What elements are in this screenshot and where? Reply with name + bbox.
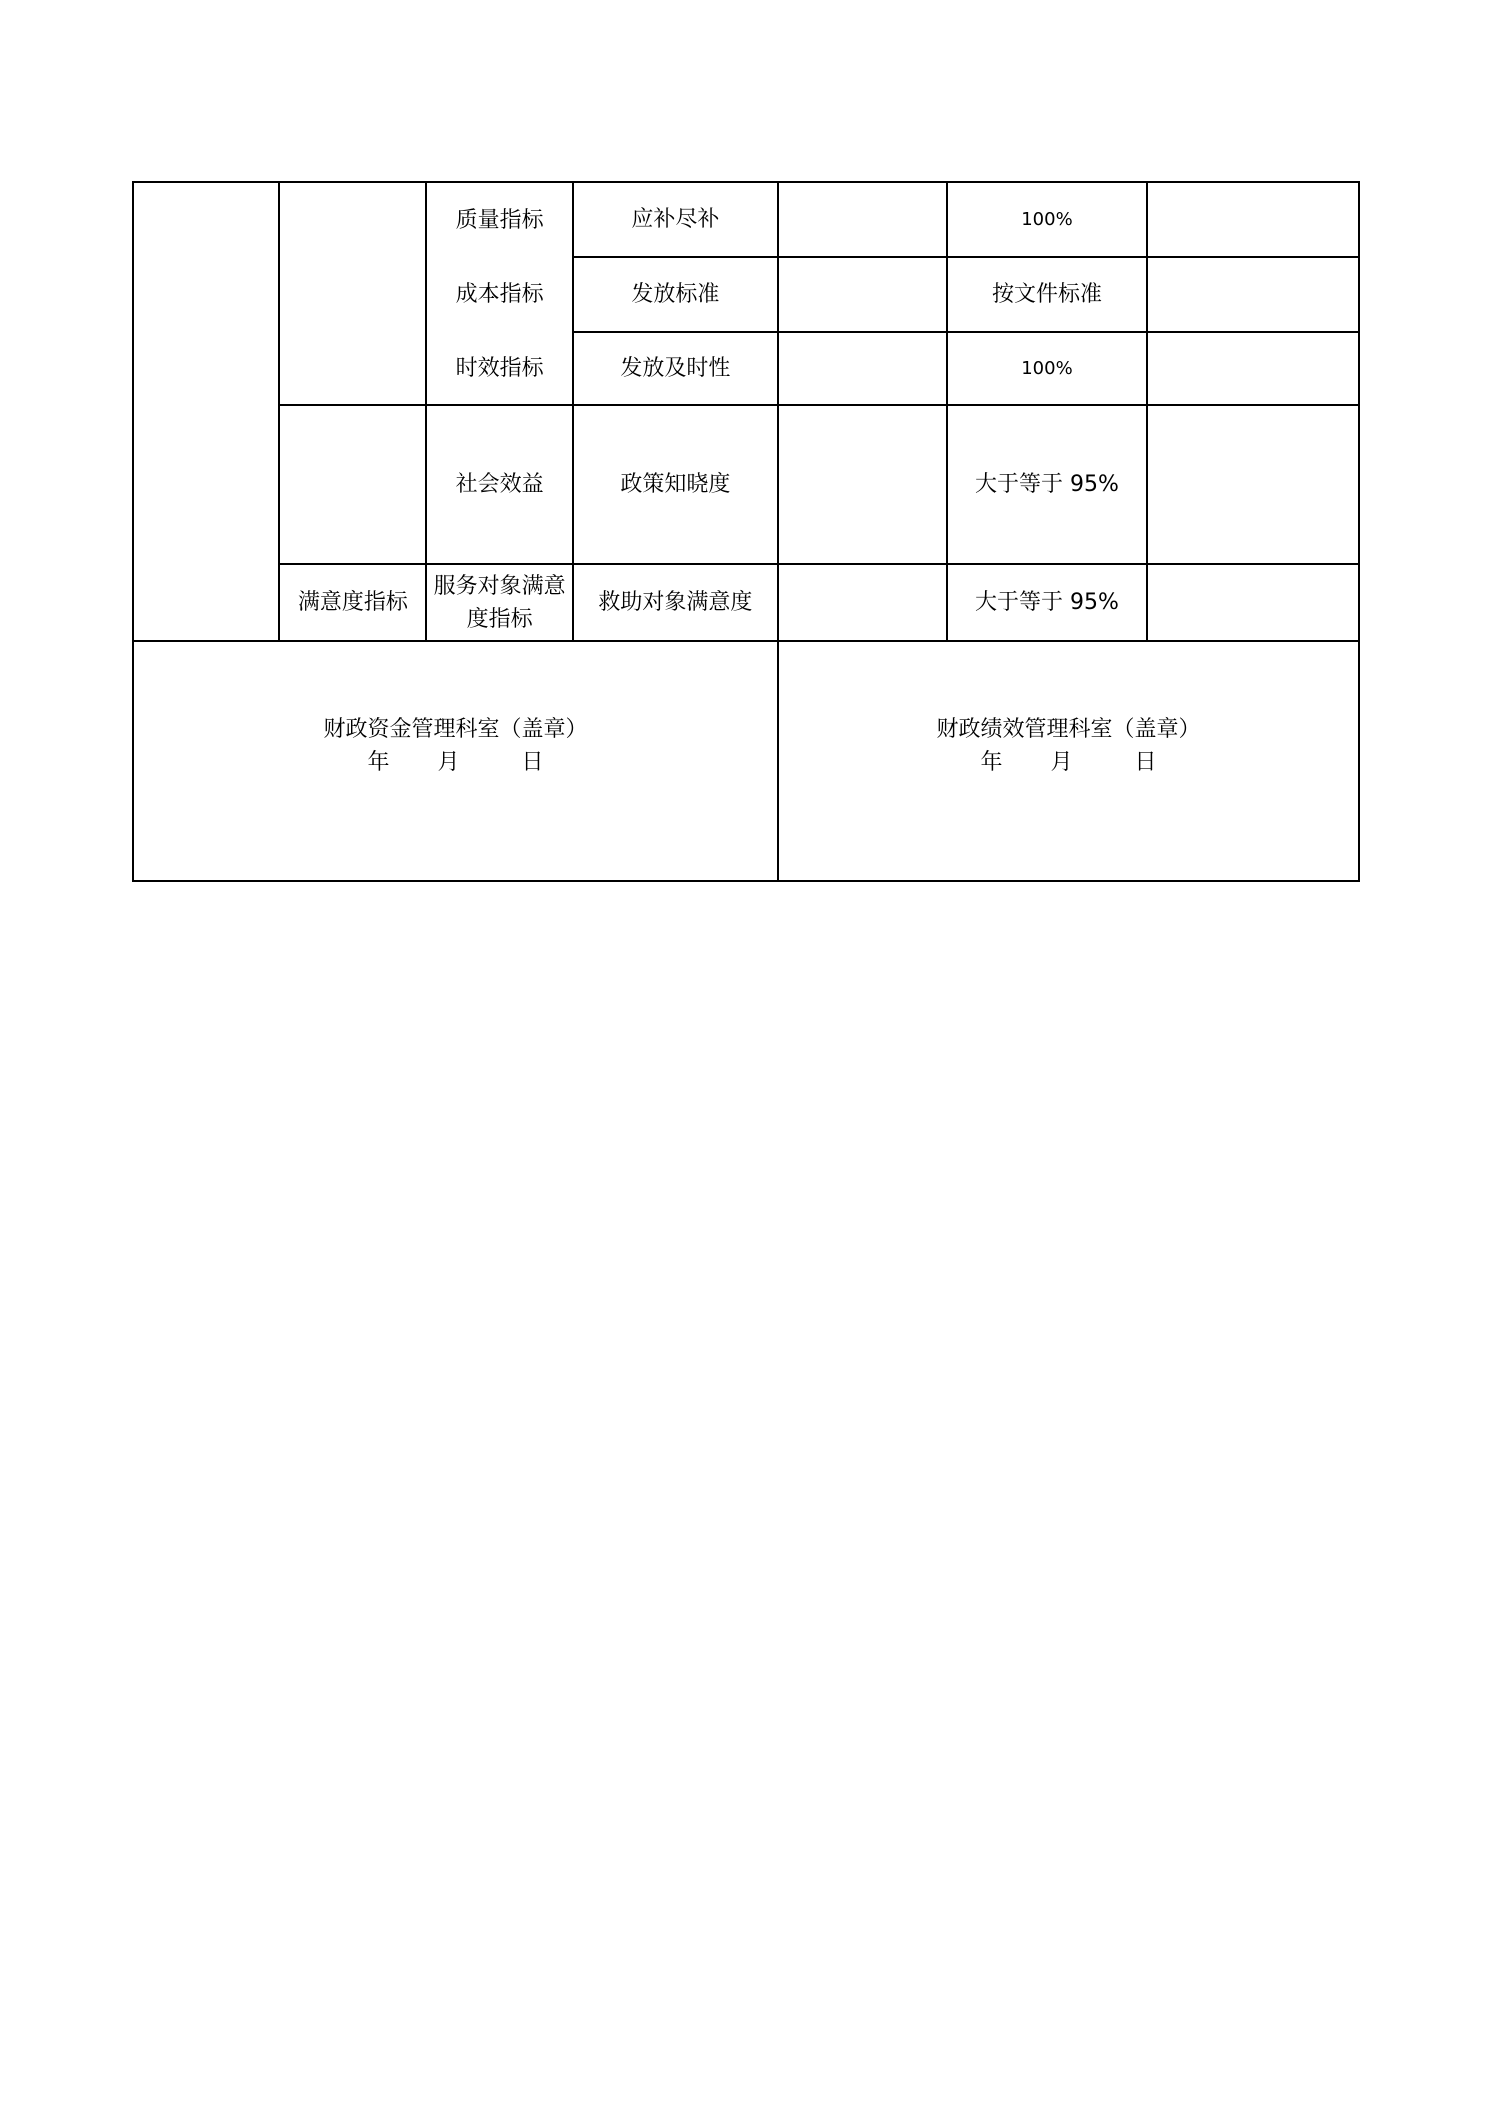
day-label: 日: [521, 750, 544, 775]
signature-block: [937, 713, 1201, 779]
level3-cell: 发放标准: [573, 257, 778, 332]
level1-cell: 满意度指标: [279, 564, 426, 641]
date-line: [324, 746, 588, 779]
month-label: 月: [1050, 750, 1073, 775]
level3-cell: 政策知晓度: [573, 405, 778, 564]
target-value-cell: 100%: [947, 182, 1146, 257]
level3-cell: 救助对象满意度: [573, 564, 778, 641]
office-stamp-label: 财政绩效管理科室（盖章）: [936, 717, 1201, 742]
level2-cell: 成本指标: [426, 257, 572, 332]
planned-value-cell: [778, 332, 947, 405]
year-label: 年: [980, 750, 1003, 775]
day-label: 日: [1134, 750, 1157, 775]
performance-target-table: [132, 181, 1360, 882]
planned-value-cell: [778, 182, 947, 257]
target-value-cell: 大于等于 95%: [947, 405, 1146, 564]
blank-cell-benefit-indicator: [279, 405, 426, 564]
planned-value-cell: [778, 257, 947, 332]
note-cell: [1147, 405, 1359, 564]
table-row: [133, 564, 1359, 641]
office-stamp-label: 财政资金管理科室（盖章）: [323, 717, 588, 742]
level3-cell: 发放及时性: [573, 332, 778, 405]
target-value-cell: 按文件标准: [947, 257, 1146, 332]
level2-cell: 质量指标: [426, 182, 572, 257]
signature-row: [133, 641, 1359, 881]
planned-value-cell: [778, 405, 947, 564]
level2-cell: 服务对象满意度指标: [426, 564, 572, 641]
date-line: [937, 746, 1201, 779]
planned-value-cell: [778, 564, 947, 641]
note-cell: [1147, 257, 1359, 332]
level3-cell: 应补尽补: [573, 182, 778, 257]
signature-cell-performance-management: [778, 641, 1359, 881]
target-value-cell: 100%: [947, 332, 1146, 405]
blank-cell-level0: [133, 182, 279, 641]
table-row: [133, 405, 1359, 564]
note-cell: [1147, 182, 1359, 257]
level2-cell: 时效指标: [426, 332, 572, 405]
blank-cell-output-indicator: [279, 182, 426, 405]
month-label: 月: [437, 750, 460, 775]
note-cell: [1147, 332, 1359, 405]
signature-cell-fund-management: [133, 641, 778, 881]
table-row: [133, 182, 1359, 257]
level2-cell: 社会效益: [426, 405, 572, 564]
year-label: 年: [367, 750, 390, 775]
signature-block: [324, 713, 588, 779]
note-cell: [1147, 564, 1359, 641]
target-value-cell: 大于等于 95%: [947, 564, 1146, 641]
